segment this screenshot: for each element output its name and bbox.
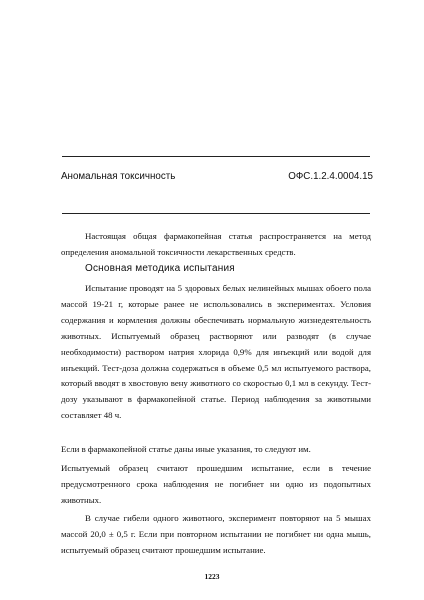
retest-paragraph: В случае гибели одного животного, эксперимент повторяют на 5 мышах массой 20,0 ± 0,5 г. Если при повторном испытании не погибнет ни одна мышь, испытуемый образец считают прошедшим испытание. [61, 513, 371, 555]
header-code: ОФС.1.2.4.0004.15 [288, 171, 373, 182]
header-title: Аномальная токсичность [61, 171, 176, 182]
running-header [61, 171, 373, 185]
pass-criterion: Испытуемый образец считают прошедшим испытание, если в течение предусмотренного срока наблюдения не погибнет ни одно из подопытных животных. [61, 463, 371, 505]
page-number: 1223 [204, 572, 220, 581]
intro-paragraph: Настоящая общая фармакопейная статья распространяется на метод определения аномальной токсичности лекарственных средств. [61, 231, 371, 257]
other-instructions: Если в фармакопейной статье даны иные указания, то следуют им. [61, 444, 311, 454]
section-title: Основная методика испытания [85, 263, 235, 274]
bottom-rule [62, 213, 370, 214]
method-paragraph: Испытание проводят на 5 здоровых белых нелинейных мышах обоего пола массой 19-21 г, которые ранее не использовались в экспериментах. Условия содержания и кормления должны обеспечивать нормальную жизнедеятельность животных. Испытуемый образец растворяют или разводят (в случае необходимости) раствором натрия хлорида 0,9% для инъекций или водой для инъекций. Тест-доза должна содержаться в объеме 0,5 мл испытуемого раствора, который вводят в хвостовую вену животного со скоростью 0,1 мл в секунду. Тест-дозу указывают в фармакопейной статье. Период наблюдения за животными составляет 48 ч. [61, 283, 371, 421]
top-rule [62, 156, 370, 157]
